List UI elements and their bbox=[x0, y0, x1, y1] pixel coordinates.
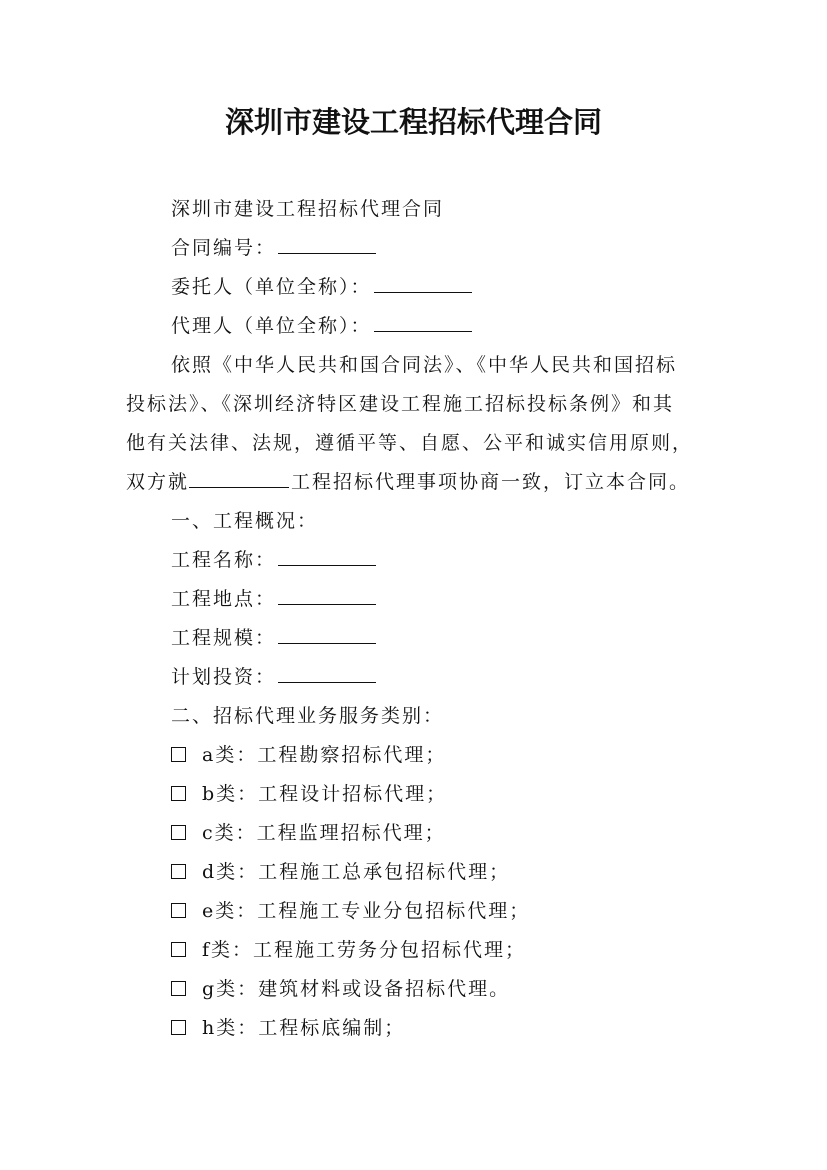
category-item bbox=[171, 1013, 405, 1043]
category-label: c类：工程监理招标代理； bbox=[202, 822, 446, 844]
checkbox-category-f[interactable] bbox=[171, 942, 186, 957]
category-item bbox=[171, 974, 510, 1004]
planned-investment-row bbox=[171, 662, 376, 692]
category-label: g类：建筑材料或设备招标代理。 bbox=[202, 978, 511, 1000]
category-label: e类：工程施工专业分包招标代理； bbox=[202, 900, 531, 922]
category-label: b类：工程设计招标代理； bbox=[202, 783, 448, 805]
agent-blank[interactable] bbox=[374, 312, 472, 332]
paragraph-line-3: 他有关法律、法规，遵循平等、自愿、公平和诚实信用原则， bbox=[126, 432, 694, 454]
project-name-row bbox=[171, 545, 376, 575]
category-item bbox=[171, 935, 526, 965]
contract-number-blank[interactable] bbox=[278, 234, 376, 254]
project-location-label: 工程地点： bbox=[171, 588, 277, 610]
project-location-row bbox=[171, 584, 376, 614]
category-label: a类：工程勘察招标代理； bbox=[202, 744, 447, 766]
client-row bbox=[171, 272, 472, 302]
category-item bbox=[171, 896, 530, 926]
contract-number-label: 合同编号： bbox=[171, 237, 277, 259]
checkbox-category-e[interactable] bbox=[171, 903, 186, 918]
category-label: f类：工程施工劳务分包招标代理； bbox=[202, 939, 527, 961]
project-scale-label: 工程规模： bbox=[171, 627, 277, 649]
paragraph-line-4 bbox=[126, 467, 690, 497]
paragraph-line-1: 依照《中华人民共和国合同法》、《中华人民共和国招标 bbox=[171, 354, 678, 376]
checkbox-category-h[interactable] bbox=[171, 1020, 186, 1035]
section-1-heading: 一、工程概况： bbox=[171, 510, 319, 532]
checkbox-category-b[interactable] bbox=[171, 786, 186, 801]
checkbox-category-d[interactable] bbox=[171, 864, 186, 879]
agent-row bbox=[171, 311, 472, 341]
project-scale-row bbox=[171, 623, 376, 653]
category-label: h类：工程标底编制； bbox=[202, 1017, 406, 1039]
checkbox-category-c[interactable] bbox=[171, 825, 186, 840]
category-label: d类：工程施工总承包招标代理； bbox=[202, 861, 511, 883]
project-name-label: 工程名称： bbox=[171, 549, 277, 571]
paragraph-line-4-after: 工程招标代理事项协商一致，订立本合同。 bbox=[291, 471, 691, 493]
contract-number-row bbox=[171, 233, 376, 263]
project-location-blank[interactable] bbox=[278, 585, 376, 605]
category-item bbox=[171, 779, 447, 809]
planned-investment-label: 计划投资： bbox=[171, 666, 277, 688]
paragraph-line-2: 投标法》、《深圳经济特区建设工程施工招标投标条例》和其 bbox=[126, 393, 675, 415]
page-title: 深圳市建设工程招标代理合同 bbox=[224, 105, 602, 139]
paragraph-line-4-before: 双方就 bbox=[126, 471, 190, 493]
client-blank[interactable] bbox=[374, 273, 472, 293]
contract-heading: 深圳市建设工程招标代理合同 bbox=[171, 198, 445, 220]
project-name-inline-blank[interactable] bbox=[189, 468, 289, 488]
category-item bbox=[171, 857, 510, 887]
project-scale-blank[interactable] bbox=[278, 624, 376, 644]
checkbox-category-a[interactable] bbox=[171, 747, 186, 762]
section-2-heading: 二、招标代理业务服务类别： bbox=[171, 705, 445, 727]
project-name-blank[interactable] bbox=[278, 546, 376, 566]
agent-label: 代理人（单位全称）： bbox=[171, 315, 372, 337]
client-label: 委托人（单位全称）： bbox=[171, 276, 372, 298]
category-item bbox=[171, 818, 446, 848]
checkbox-category-g[interactable] bbox=[171, 981, 186, 996]
category-item bbox=[171, 740, 446, 770]
planned-investment-blank[interactable] bbox=[278, 663, 376, 683]
